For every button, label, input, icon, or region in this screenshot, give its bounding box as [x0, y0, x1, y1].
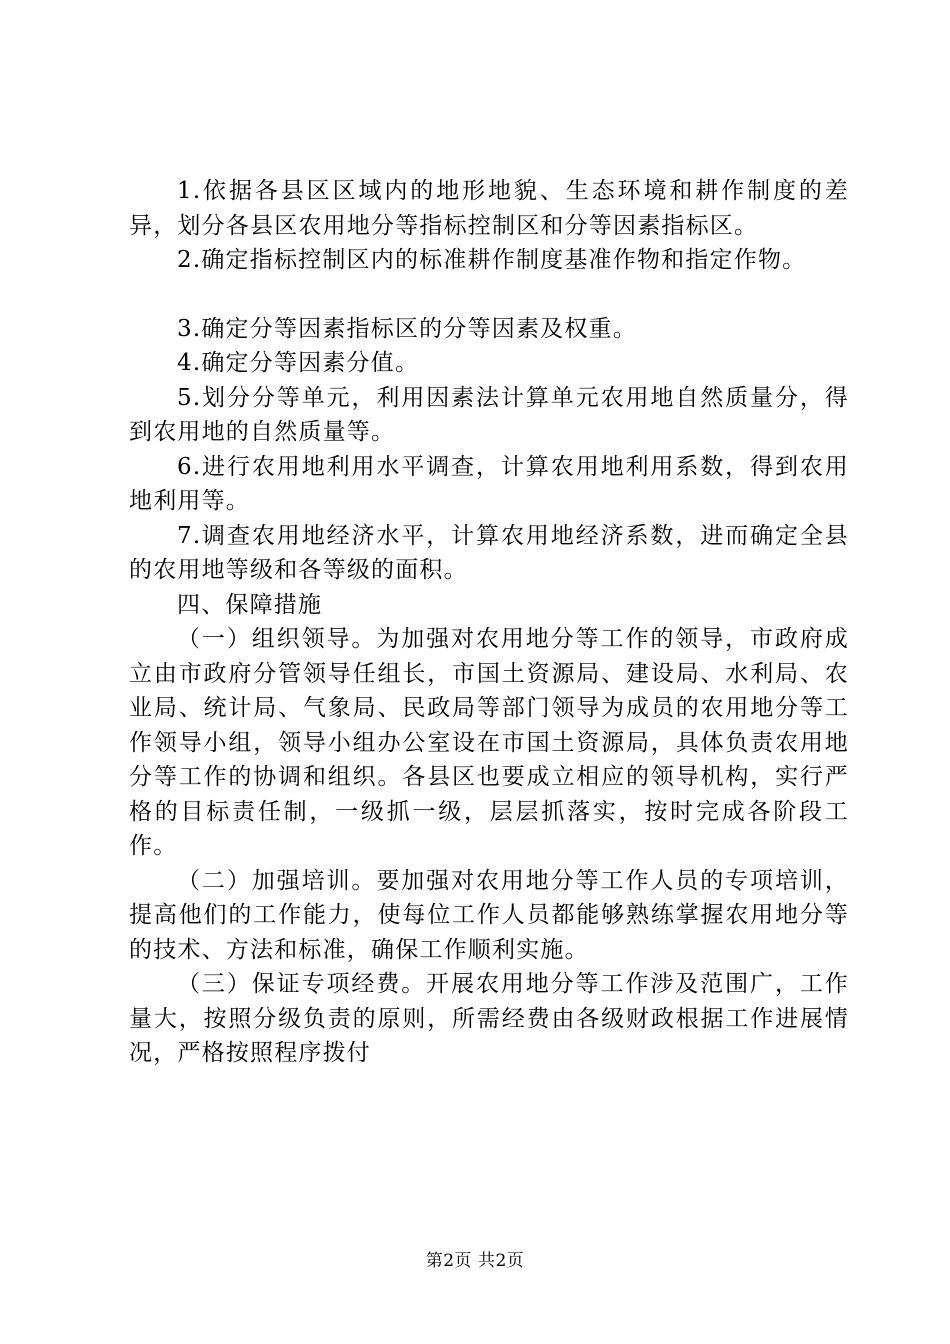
page-number-footer: 第2页 共2页 — [425, 1251, 525, 1271]
paragraph-step-5: 5.划分分等单元，利用因素法计算单元农用地自然质量分，得到农用地的自然质量等。 — [129, 384, 849, 445]
paragraph-step-2: 2.确定指标控制区内的标准耕作制度基准作物和指定作物。 — [177, 247, 807, 273]
paragraph-step-6: 6.进行农用地利用水平调查，计算农用地利用系数，得到农用地利用等。 — [129, 453, 849, 514]
paragraph-step-3: 3.确定分等因素指标区的分等因素及权重。 — [177, 315, 637, 342]
paragraph-gap — [129, 278, 849, 312]
section-heading-safeguards: 四、保障措施 — [177, 591, 323, 618]
paragraph-step-7: 7.调查农用地经济水平，计算农用地经济系数，进而确定全县的农用地等级和各等级的面积。 — [129, 522, 849, 583]
paragraph-step-4: 4.确定分等因素分值。 — [177, 350, 420, 376]
paragraph-organization: （一）组织领导。为加强对农用地分等工作的领导，市政府成立由市政府分管领导任组长，市国土资源局、建设局、水利局、农业局、统计局、气象局、民政局等部门领导为成员的农用地分等工作领导小组，领导小组办公室设在市国土资源局，具体负责农用地分等工作的协调和组织。各县区也要成立相应的领导机构，实行严格的目标责任制，一级抓一级，层层抓落实，按时完成各阶段工作。 — [129, 626, 849, 859]
paragraph-training: （二）加强培训。要加强对农用地分等工作人员的专项培训，提高他们的工作能力，使每位工作人员都能够熟练掌握农用地分等的技术、方法和标准，确保工作顺利实施。 — [129, 867, 849, 963]
document-body — [129, 174, 849, 1071]
paragraph-funding: （三）保证专项经费。开展农用地分等工作涉及范围广，工作量大，按照分级负责的原则，所需经费由各级财政根据工作进展情况，严格按照程序拨付 — [129, 971, 849, 1066]
paragraph-step-1: 1.依据各县区区域内的地形地貌、生态环境和耕作制度的差异，划分各县区农用地分等指标控制区和分等因素指标区。 — [129, 178, 849, 239]
